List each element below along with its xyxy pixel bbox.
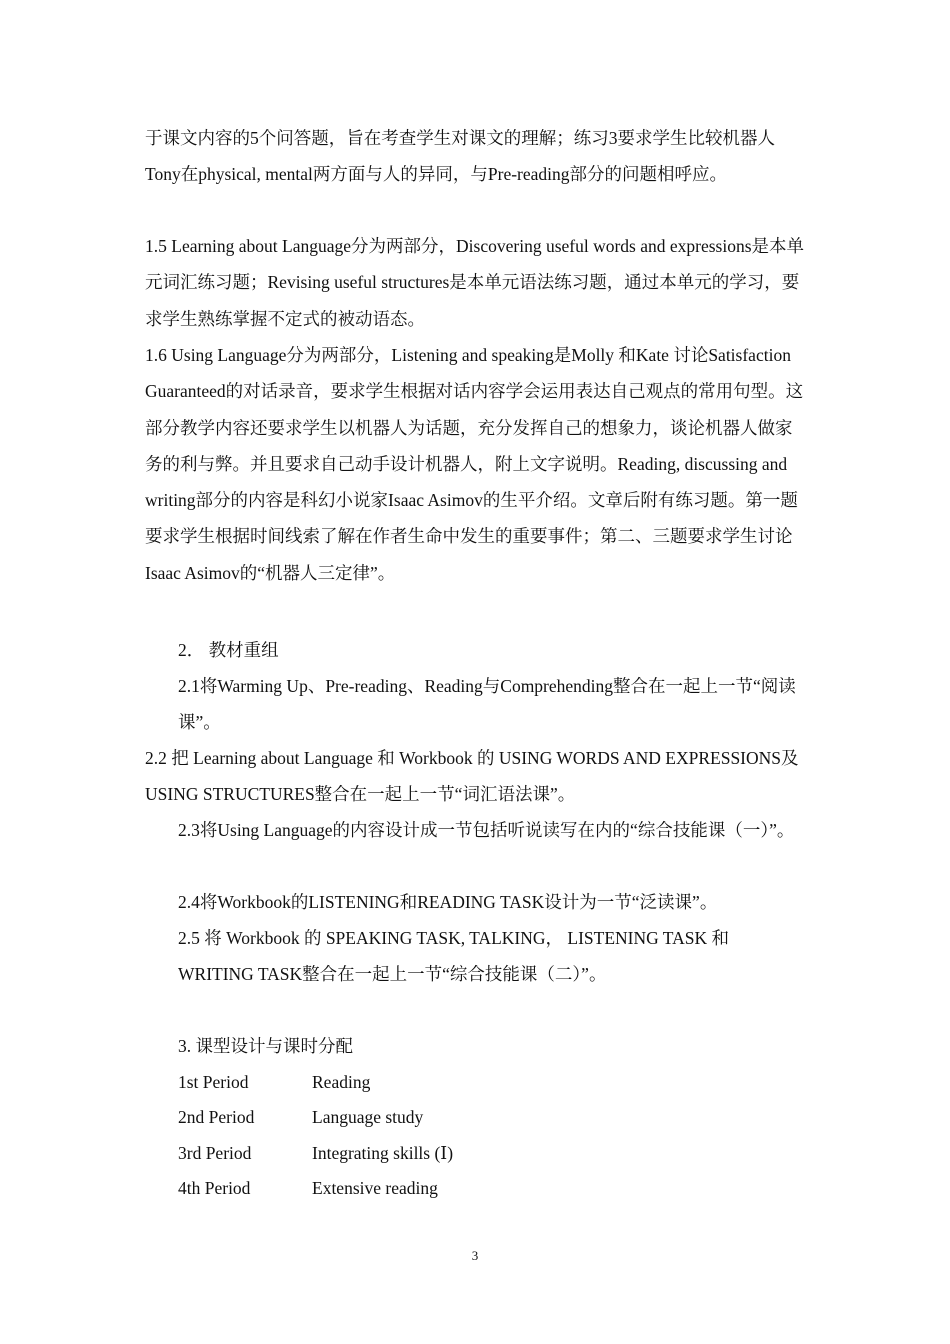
item-text: 2.4将Workbook的LISTENING和READING TASK设计为一节“泛读课”。 bbox=[178, 892, 718, 912]
period-type: Reading bbox=[312, 1072, 371, 1092]
reorganization-item-2-5 bbox=[145, 920, 807, 993]
paragraph-learning-about-language bbox=[145, 228, 807, 337]
period-row bbox=[178, 1170, 438, 1206]
period-row bbox=[178, 1064, 370, 1100]
period-label: 2nd Period bbox=[178, 1107, 255, 1127]
section-heading-lesson-design: 3. 课型设计与课时分配 bbox=[178, 1036, 353, 1056]
paragraph-text: 1.5 Learning about Language分为两部分，Discovering useful words and expressions是本单元词汇练习题；Revising useful structures是本单元语法练习题，通过本单元的学习，要求学生熟练掌握不定式的被动语态。 bbox=[145, 236, 805, 329]
reorganization-item-2-4 bbox=[145, 884, 807, 920]
item-text: 2.1将Warming Up、Pre-reading、Reading与Comprehending整合在一起上一节“阅读课”。 bbox=[178, 676, 796, 733]
period-label: 1st Period bbox=[178, 1072, 249, 1092]
period-type: Integrating skills (Ⅰ) bbox=[312, 1143, 454, 1163]
item-text: 2.2 把 Learning about Language 和 Workbook 的 USING WORDS AND EXPRESSIONS及USING STRUCTURES整合在一起上一节“词汇语法课”。 bbox=[145, 748, 799, 805]
reorganization-item-2-1 bbox=[145, 668, 807, 741]
paragraph-using-language bbox=[145, 337, 807, 591]
page-number: 3 bbox=[471, 1248, 479, 1263]
reorganization-item-2-2 bbox=[145, 740, 807, 813]
period-label: 3rd Period bbox=[178, 1143, 252, 1163]
period-label: 4th Period bbox=[178, 1178, 251, 1198]
section-heading-reorganization: 2． 教材重组 bbox=[178, 640, 279, 660]
reorganization-item-2-3 bbox=[145, 812, 807, 848]
item-text: 2.5 将 Workbook 的 SPEAKING TASK, TALKING， LISTENING TASK 和 WRITING TASK整合在一起上一节“综合技能课（二）”。 bbox=[178, 928, 729, 985]
period-row bbox=[178, 1135, 453, 1171]
item-text: 2.3将Using Language的内容设计成一节包括听说读写在内的“综合技能课（一）”。 bbox=[178, 820, 795, 840]
period-row bbox=[178, 1099, 423, 1135]
period-type: Language study bbox=[312, 1107, 424, 1127]
paragraph-text: 于课文内容的5个问答题，旨在考查学生对课文的理解；练习3要求学生比较机器人Tony在physical, mental两方面与人的异同，与Pre-reading部分的问题相呼应。 bbox=[145, 128, 775, 185]
paragraph-comprehending-summary bbox=[145, 120, 807, 193]
paragraph-text: 1.6 Using Language分为两部分，Listening and speaking是Molly 和Kate 讨论Satisfaction Guaranteed的对话录音，要求学生根据对话内容学会运用表达自己观点的常用句型。这部分教学内容还要求学生以机器人为话题，充分发挥自己的想象力，谈论机器人做家务的利与弊。并且要求自己动手设计机器人，附上文字说明。Reading, discussing and writing部分的内容是科幻小说家Isaac Asimov的生平介绍。文章后附有练习题。第一题要求学生根据时间线索了解在作者生命中发生的重要事件；第二、三题要求学生讨论Isaac Asimov的“机器人三定律”。 bbox=[145, 345, 804, 583]
period-type: Extensive reading bbox=[312, 1178, 438, 1198]
